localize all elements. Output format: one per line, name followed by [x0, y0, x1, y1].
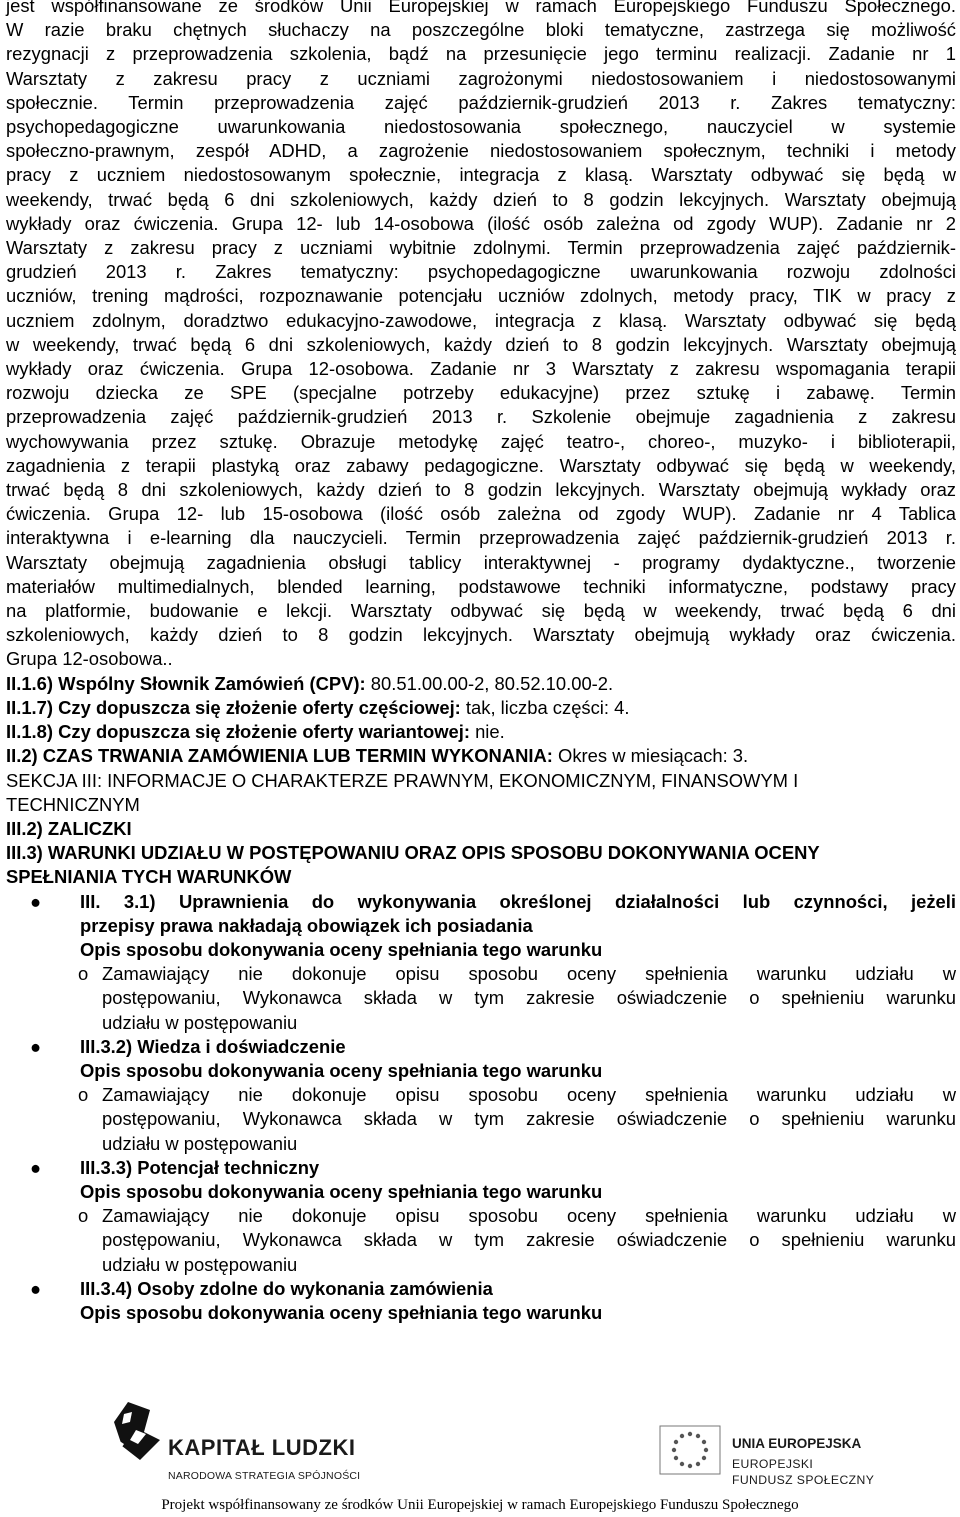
variant-offer-value: nie.	[469, 721, 505, 743]
paragraph-line: uczniem zdolnym, doradztwo edukacyjno-zawodowe, integracja z klasą. Warsztaty odbywać się będą	[6, 309, 956, 331]
condition-title: III. 3.1) Uprawnienia do wykonywania określonej działalności lub czynności, jeżeli	[80, 890, 956, 912]
paragraph-line: jest współfinansowane ze środków Unii Europejskiej w ramach Europejskiego Funduszu Społecznego.	[6, 0, 956, 16]
paragraph-line: trwać będą 8 dni szkoleniowych, każdy dzień to 8 godzin lekcyjnych. Warsztaty obejmują wykłady oraz	[6, 479, 956, 501]
paragraph-line: W razie braku chętnych słuchaczy na poszczególne bloki tematyczne, zastrzega się możliwość	[6, 19, 956, 41]
section-3-heading-1: SEKCJA III: INFORMACJE O CHARAKTERZE PRAWNYM, EKONOMICZNYM, FINANSOWYM I	[6, 769, 799, 791]
condition-sub-item	[80, 1083, 956, 1156]
deposit-heading: III.2) ZALICZKI	[6, 817, 132, 839]
paragraph-line: interaktywna i e-learning dla nauczycieli. Termin przeprowadzenia zajęć październik-grudzień 2013 r.	[6, 527, 956, 549]
cpv-value: 80.51.00.00-2, 80.52.10.00-2.	[365, 672, 614, 694]
condition-assessment-label: Opis sposobu dokonywania oceny spełniania tego warunku	[80, 1180, 603, 1202]
bullet-icon: ●	[30, 1035, 42, 1057]
condition-sub-text: udziału w postępowaniu	[102, 1132, 298, 1154]
paragraph-line: wykłady oraz ćwiczenia. Grupa 12-osobowa. Zadanie nr 3 Warsztaty z zakresu wspomagania terapii	[6, 358, 956, 380]
condition-sub-text: udziału w postępowaniu	[102, 1011, 298, 1033]
condition-item	[6, 890, 956, 1035]
partial-offer-line	[6, 696, 956, 720]
eu-flag-icon	[658, 1422, 722, 1484]
duration-value: Okres w miesiącach: 3.	[552, 745, 749, 767]
condition-item	[6, 1277, 956, 1325]
paragraph-line: grudzień 2013 r. Zakres tematyczny: psychopedagogiczne uwarunkowania rozwoju zdolności	[6, 261, 956, 283]
kapital-ludzki-emblem-icon	[110, 1400, 168, 1462]
conditions-heading-2: SPEŁNIANIA TYCH WARUNKÓW	[6, 866, 292, 888]
paragraph-line: weekendy, trwać będą 6 dni szkoleniowych, każdy dzień to 8 godzin lekcyjnych. Warsztaty obejmują	[6, 188, 956, 210]
paragraph-line: psychopedagogiczne uwarunkowania niedostosowania społecznego, nauczyciel w systemie	[6, 116, 956, 138]
paragraph-line: Grupa 12-osobowa..	[6, 648, 173, 670]
paragraph-line: pracy z uczniem niedostosowanym społecznie, integracja z klasą. Warsztaty odbywać się będą w	[6, 164, 956, 186]
eu-logo	[658, 1414, 958, 1490]
paragraph-line: ćwiczenia. Grupa 12- lub 15-osobowa (ilość osób zależna od zgody WUP). Zadanie nr 4 Tablica	[6, 503, 956, 525]
paragraph-line: rozwoju dziecka ze SPE (specjalne potrzeby edukacyjne) przez sztukę i zabawę. Termin	[6, 382, 956, 404]
kapital-ludzki-logo	[110, 1400, 370, 1490]
eu-fund-line-2: FUNDUSZ SPOŁECZNY	[732, 1473, 875, 1487]
condition-sub-text: postępowaniu, Wykonawca składa w tym zakresie oświadczenie o spełnieniu warunku	[102, 1229, 956, 1251]
variant-offer-line	[6, 720, 956, 744]
condition-sub-text: postępowaniu, Wykonawca składa w tym zakresie oświadczenie o spełnieniu warunku	[102, 1108, 956, 1130]
condition-assessment-label: Opis sposobu dokonywania oceny spełniania tego warunku	[80, 1301, 603, 1323]
condition-title: III.3.2) Wiedza i doświadczenie	[80, 1035, 346, 1057]
condition-title: III.3.4) Osoby zdolne do wykonania zamówienia	[80, 1277, 493, 1299]
duration-line	[6, 744, 956, 768]
condition-sub-text: Zamawiający nie dokonuje opisu sposobu oceny spełnienia warunku udziału w	[102, 963, 956, 985]
paragraph-line: wykłady oraz ćwiczenia. Grupa 12- lub 14-osobowa (ilość osób zależna od zgody WUP). Zadanie nr 2	[6, 212, 956, 234]
paragraph-line: zagadnienia z terapii plastyką oraz zabawy pedagogiczne. Warsztaty odbywać się będą w weekendy,	[6, 454, 956, 476]
kapital-ludzki-subtitle: NARODOWA STRATEGIA SPÓJNOŚCI	[168, 1470, 361, 1482]
paragraph-line: społeczno-prawnym, zespół ADHD, a zagrożenie niedostosowaniem społecznym, techniki i metody	[6, 140, 956, 162]
paragraph-line: Warsztaty obejmują zagadnienia obsługi tablicy interaktywnej - programy dydaktyczne., tworzenie	[6, 551, 956, 573]
condition-sub-item	[80, 962, 956, 1035]
eu-name: UNIA EUROPEJSKA	[732, 1436, 862, 1451]
section-3-heading-2: TECHNICZNYM	[6, 793, 140, 815]
condition-sub-text: postępowaniu, Wykonawca składa w tym zakresie oświadczenie o spełnieniu warunku	[102, 987, 956, 1009]
duration-label: II.2) CZAS TRWANIA ZAMÓWIENIA LUB TERMIN WYKONANIA:	[6, 745, 553, 767]
paragraph-line: na platformie, budowanie e lekcji. Warsztaty odbywać się będą w weekendy, trwać będą 6 dni	[6, 600, 956, 622]
kapital-ludzki-name: KAPITAŁ LUDZKI	[168, 1435, 356, 1460]
condition-sub-item	[80, 1204, 956, 1277]
paragraph-line: społecznie. Termin przeprowadzenia zajęć październik-grudzień 2013 r. Zakres tematyczny:	[6, 91, 956, 113]
condition-sub-text: Zamawiający nie dokonuje opisu sposobu oceny spełnienia warunku udziału w	[102, 1205, 956, 1227]
paragraph-line: szkoleniowych, każdy dzień to 8 godzin lekcyjnych. Warsztaty obejmują wykłady oraz ćwiczenia.	[6, 624, 956, 646]
variant-offer-label: II.1.8) Czy dopuszcza się złożenie oferty wariantowej:	[6, 721, 470, 743]
eu-fund-line-1: EUROPEJSKI	[732, 1457, 814, 1471]
condition-item	[6, 1156, 956, 1277]
partial-offer-label: II.1.7) Czy dopuszcza się złożenie oferty częściowej:	[6, 696, 461, 718]
partial-offer-value: tak, liczba części: 4.	[460, 696, 630, 718]
condition-assessment-label: Opis sposobu dokonywania oceny spełniania tego warunku	[80, 1059, 603, 1081]
condition-sub-text: udziału w postępowaniu	[102, 1253, 298, 1275]
paragraph-line: Warsztaty z zakresu pracy z uczniami wybitnie zdolnymi. Termin przeprowadzenia zajęć październik-	[6, 237, 956, 259]
footer-caption: Projekt współfinansowany ze środków Unii Europejskiej w ramach Europejskiego Funduszu Społecznego	[161, 1497, 799, 1513]
condition-item	[6, 1035, 956, 1156]
paragraph-line: przeprowadzenia zajęć październik-grudzień 2013 r. Szkolenie obejmuje zagadnienia z zakresu	[6, 406, 956, 428]
conditions-heading-1: III.3) WARUNKI UDZIAŁU W POSTĘPOWANIU ORAZ OPIS SPOSOBU DOKONYWANIA OCENY	[6, 842, 820, 864]
conditions-list	[6, 890, 956, 1326]
paragraph-line: w weekendy, trwać będą 6 dni szkoleniowych, każdy dzień to 8 godzin lekcyjnych. Warsztaty obejmują	[6, 333, 956, 355]
paragraph-line: materiałów multimedialnych, blended learning, podstawowe techniki informatyczne, podstawy pracy	[6, 575, 956, 597]
body-paragraph	[6, 0, 956, 672]
cpv-line	[6, 672, 956, 696]
bullet-icon: ●	[30, 890, 42, 912]
circle-bullet-icon: o	[78, 1205, 89, 1227]
circle-bullet-icon: o	[78, 963, 89, 985]
condition-title-cont: przepisy prawa nakładają obowiązek ich posiadania	[80, 914, 533, 936]
paragraph-line: rezygnacji z przeprowadzenia szkolenia, bądź na przesunięcie jego terminu realizacji. Zadanie nr 1	[6, 43, 956, 65]
footer-logos	[0, 1400, 960, 1490]
bullet-icon: ●	[30, 1277, 42, 1299]
paragraph-line: uczniów, trening mądrości, rozpoznawanie potencjału uczniów zdolnych, metody pracy, TIK w pracy z	[6, 285, 956, 307]
paragraph-line: wychowywania przez sztukę. Obrazuje metodykę zajęć teatro-, choreo-, muzyko- i biblioterapii,	[6, 430, 956, 452]
condition-sub-text: Zamawiający nie dokonuje opisu sposobu oceny spełnienia warunku udziału w	[102, 1084, 956, 1106]
condition-assessment-label: Opis sposobu dokonywania oceny spełniania tego warunku	[80, 938, 603, 960]
bullet-icon: ●	[30, 1156, 42, 1178]
condition-title: III.3.3) Potencjał techniczny	[80, 1156, 320, 1178]
cpv-label: II.1.6) Wspólny Słownik Zamówień (CPV):	[6, 672, 366, 694]
circle-bullet-icon: o	[78, 1084, 89, 1106]
paragraph-line: Warsztaty z zakresu pracy z uczniami zagrożonymi niedostosowaniem i niedostosowanymi	[6, 67, 956, 89]
